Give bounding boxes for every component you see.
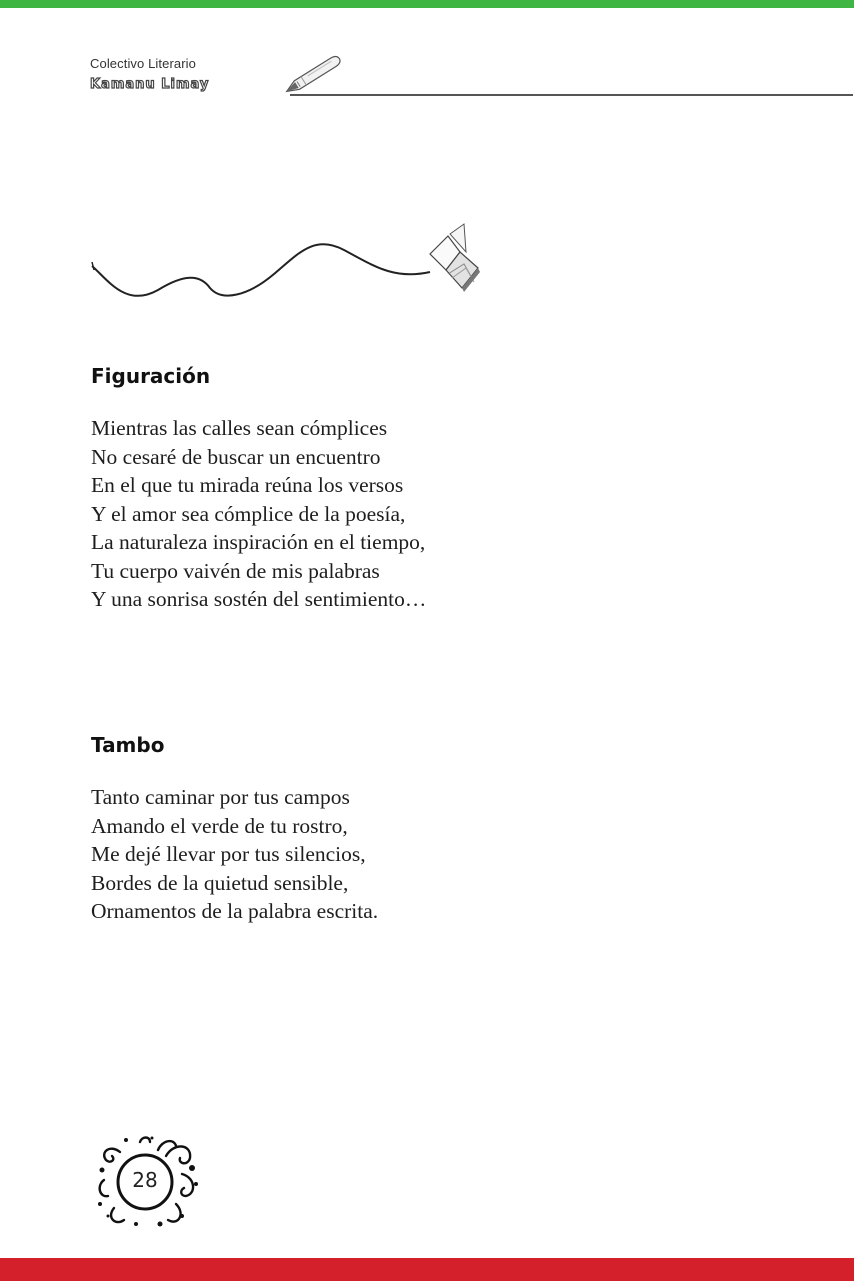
fountain-pen-icon: [276, 52, 350, 98]
page-header: [90, 56, 209, 92]
poem-line: Tu cuerpo vaivén de mis palabras: [91, 558, 380, 583]
poem-figuracion: [91, 364, 426, 614]
poem-line: Mientras las calles sean cómplices: [91, 416, 388, 440]
wavy-line-with-book-icon: [88, 218, 488, 308]
header-collective-label: Colectivo Literario: [90, 56, 196, 71]
poem-line: Amando el verde de tu rostro,: [91, 813, 348, 838]
poem-tambo: [91, 733, 378, 926]
poem-line: Y una sonrisa sostén del sentimiento…: [91, 587, 427, 611]
poem-line: Me dejé llevar por tus silencios,: [91, 842, 366, 866]
poem-line: No cesaré de buscar un encuentro: [91, 444, 381, 469]
poem-line: La naturaleza inspiración en el tiempo,: [91, 530, 426, 554]
header-logo-text: Kamanu Limay: [90, 77, 210, 92]
header-rule: [290, 94, 853, 96]
bottom-red-stripe: [0, 1258, 854, 1281]
poem-line: En el que tu mirada reúna los versos: [91, 473, 404, 497]
poem-line: Ornamentos de la palabra escrita.: [91, 899, 379, 923]
poem-line: Y el amor sea cómplice de la poesía,: [91, 501, 406, 526]
page-number: 28: [132, 1168, 158, 1192]
poem-title: Tambo: [91, 733, 165, 757]
poem-title: Figuración: [91, 364, 211, 388]
poem-line: Bordes de la quietud sensible,: [91, 870, 349, 895]
poem-line: Tanto caminar por tus campos: [91, 785, 350, 809]
top-green-stripe: [0, 0, 854, 8]
